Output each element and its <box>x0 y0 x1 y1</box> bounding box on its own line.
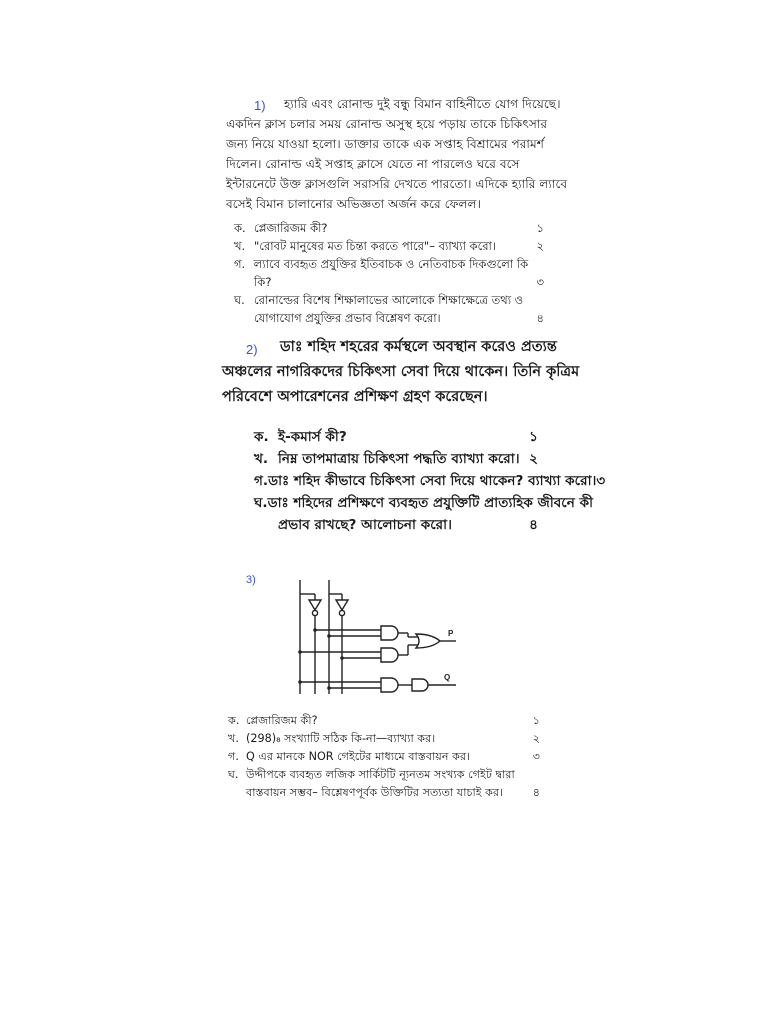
item-text: ডাঃ শহিদ কীভাবে চিকিৎসা সেবা দিয়ে থাকেন? ব্যাখ্যা করো। <box>268 473 597 489</box>
item-mark: ৩ <box>536 275 544 289</box>
list-item <box>254 470 606 492</box>
item-text: ই-কমার্স কী? <box>278 429 347 445</box>
item-mark: ৩ <box>596 473 606 489</box>
list-item-continued <box>234 274 544 292</box>
list-item <box>234 256 544 274</box>
item-text-continued: কি? <box>254 275 272 289</box>
item-mark: ১ <box>532 714 540 727</box>
item-mark: ২ <box>529 451 538 467</box>
item-mark: ২ <box>536 239 544 253</box>
item-label: গ. <box>228 750 239 763</box>
item-text: ল্যাবে ব্যবহৃত প্রযুক্তির ইতিবাচক ও নেতিবাচক দিকগুলো কি <box>253 257 529 271</box>
question-number: 1) <box>254 98 266 113</box>
or-gate <box>416 634 440 648</box>
not-gate <box>309 600 321 610</box>
item-mark: ৩ <box>532 750 540 763</box>
item-text-continued: যোগাযোগ প্রযুক্তির প্রভাব বিশ্লেষণ করো। <box>254 311 441 325</box>
question-1 <box>226 92 568 332</box>
item-label: ঘ. <box>254 495 268 511</box>
item-text: প্লেজারিজম কী? <box>254 221 328 235</box>
item-label: খ. <box>234 239 246 253</box>
list-item <box>228 712 540 730</box>
question-items <box>228 712 540 802</box>
item-label: খ. <box>254 451 269 467</box>
item-text: প্লেজারিজম কী? <box>246 714 318 727</box>
question-3 <box>226 562 544 812</box>
stimulus-line: একদিন ক্লাস চলার সময় রোনাল্ড অসুস্থ হয়ে পড়ায় তাকে চিকিৎসার <box>226 117 548 131</box>
stimulus-line: জন্য নিয়ে যাওয়া হলো। ডাক্তার তাকে এক সপ্তাহ বিশ্রামের পরামর্শ <box>226 137 544 151</box>
question-items <box>254 426 606 536</box>
item-mark: ৪ <box>532 786 540 799</box>
list-item <box>254 492 593 514</box>
item-text: ডাঃ শহিদের প্রশিক্ষণে ব্যবহৃত প্রযুক্তিটি প্রাত্যহিক জীবনে কী <box>267 495 593 511</box>
item-label: গ. <box>254 473 269 489</box>
item-text: রোনাল্ডের বিশেষ শিক্ষালাভের আলোকে শিক্ষাক্ষেত্রে তথ্য ও <box>254 293 524 307</box>
logic-circuit-diagram <box>286 578 466 700</box>
list-item <box>254 448 538 470</box>
item-text: (298)₈ সংখ্যাটি সঠিক কি-না—ব্যাখ্যা কর। <box>246 732 436 745</box>
stimulus-line: হ্যারি এবং রোনাল্ড দুই বন্ধু বিমান বাহিনীতে যোগ দিয়েছে। <box>284 97 561 111</box>
item-mark: ৪ <box>536 311 544 325</box>
item-text: "রোবট মানুষের মত চিন্তা করতে পারে"– ব্যাখ্যা করো। <box>254 239 496 253</box>
item-text: উদ্দীপকে ব্যবহৃত লজিক সার্কিটটি ন্যূনতম সংখ্যক গেইট দ্বারা <box>246 768 515 781</box>
and-gate <box>381 626 398 640</box>
not-gate <box>336 600 348 610</box>
item-text: নিম্ন তাপমাত্রায় চিকিৎসা পদ্ধতি ব্যাখ্যা করো। <box>278 451 520 467</box>
question-stimulus <box>226 97 568 218</box>
list-item <box>228 748 540 766</box>
question-items <box>234 220 544 328</box>
list-item-continued <box>254 514 538 536</box>
list-item-continued <box>234 310 544 328</box>
list-item <box>234 238 544 256</box>
question-2 <box>222 334 606 549</box>
stimulus-line: ডাঃ শহিদ শহরের কর্মস্থলে অবস্থান করেও প্রত্যন্ত <box>280 339 557 355</box>
question-number: 2) <box>246 342 258 357</box>
stimulus-line: অঞ্চলের নাগরিকদের চিকিৎসা সেবা দিয়ে থাকেন। তিনি কৃত্রিম <box>222 364 580 380</box>
list-item <box>234 292 544 310</box>
item-text-continued: বাস্তবায়ন সম্ভব– বিশ্লেষণপূর্বক উক্তিটির সত্যতা যাচাই কর। <box>246 786 504 799</box>
and-gate <box>381 648 398 662</box>
list-item <box>254 426 538 448</box>
item-label: ক. <box>228 714 240 727</box>
item-mark: ১ <box>536 221 544 235</box>
question-number: 3) <box>246 574 256 586</box>
item-text-continued: প্রভাব রাখছে? আলোচনা করো। <box>278 517 452 533</box>
list-item <box>234 220 544 238</box>
list-item-continued <box>228 784 540 802</box>
item-label: গ. <box>234 257 246 271</box>
buffer-gate <box>412 679 428 691</box>
item-mark: ২ <box>532 732 540 745</box>
and-gate <box>381 678 398 692</box>
item-label: খ. <box>228 732 239 745</box>
list-item <box>228 730 540 748</box>
item-mark: ৪ <box>529 517 538 533</box>
question-stimulus <box>222 339 580 415</box>
item-label: ঘ. <box>228 768 239 781</box>
item-mark: ১ <box>529 429 538 445</box>
item-label: ক. <box>254 429 269 445</box>
stimulus-line: পরিবেশে অপারেশনের প্রশিক্ষণ গ্রহণ করেছেন। <box>222 389 488 405</box>
stimulus-line: দিলেন। রোনাল্ড এই সপ্তাহ ক্লাসে যেতে না পারলেও ঘরে বসে <box>226 157 520 171</box>
stimulus-line: ইন্টারনেটে উক্ত ক্লাসগুলি সরাসরি দেখতে পারতো। এদিকে হ্যারি ল্যাবে <box>226 177 568 191</box>
output-label-q: Q <box>444 673 451 682</box>
item-label: ঘ. <box>234 293 245 307</box>
item-label: ক. <box>234 221 246 235</box>
list-item <box>228 766 540 784</box>
stimulus-line: বসেই বিমান চালানোর অভিজ্ঞতা অর্জন করে ফেলল। <box>226 197 481 211</box>
item-text: Q এর মানকে NOR গেইটের মাধ্যমে বাস্তবায়ন কর। <box>246 750 471 763</box>
output-label-p: P <box>448 629 454 638</box>
